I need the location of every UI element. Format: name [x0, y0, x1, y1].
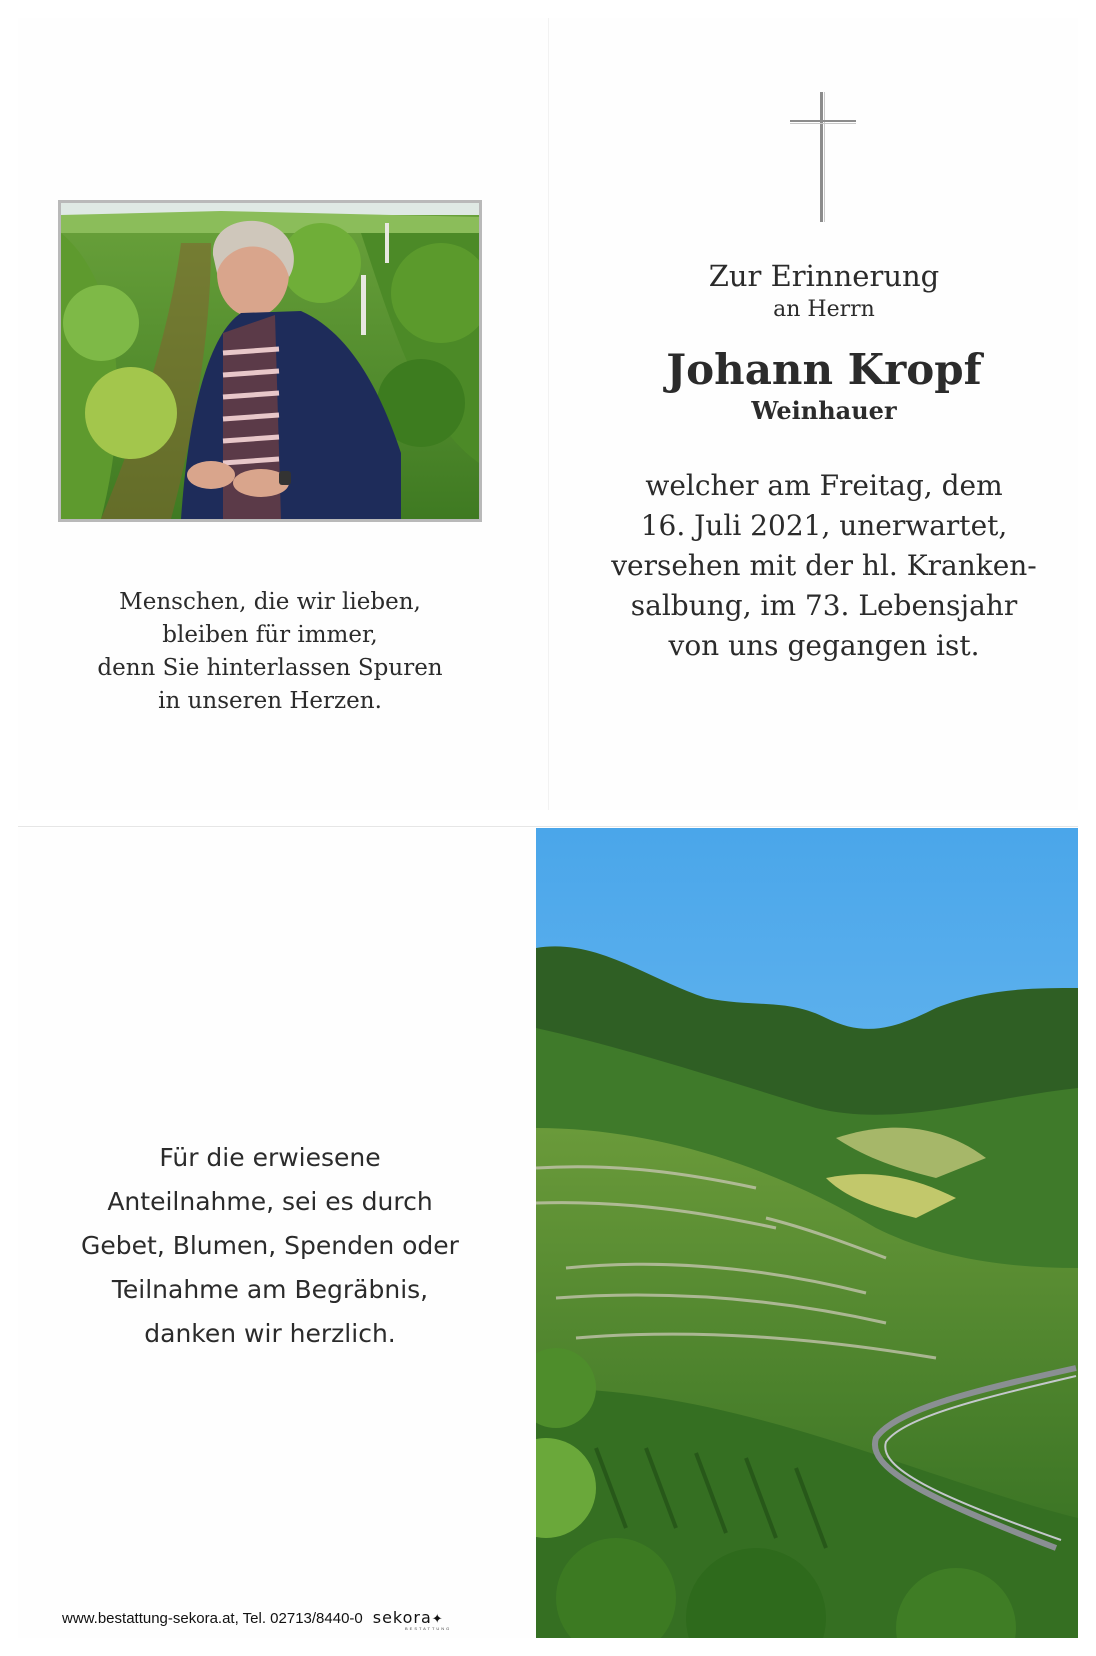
thanks-line: danken wir herzlich. [144, 1319, 396, 1348]
memoriam-text-line: versehen mit der hl. Kranken- [611, 549, 1037, 582]
thanks-line: Anteilnahme, sei es durch [107, 1187, 433, 1216]
poem-line: in unseren Herzen. [158, 688, 382, 714]
poem-line: Menschen, die wir lieben, [119, 589, 421, 615]
memoriam-text-line: welcher am Freitag, dem [645, 469, 1003, 502]
memoriam-text [600, 466, 1048, 666]
brand-logo: sekora [372, 1608, 432, 1627]
footer-contact: www.bestattung-sekora.at, Tel. 02713/8440-0 [62, 1610, 363, 1627]
deceased-name: Johann Kropf [666, 345, 982, 394]
thanks-line: Gebet, Blumen, Spenden oder [81, 1231, 459, 1260]
memoriam-text-line: von uns gegangen ist. [668, 629, 980, 662]
poem-line: bleiben für immer, [162, 622, 378, 648]
brand-subtitle: BESTATTUNG [405, 1626, 452, 1631]
bird-icon: ✦ [431, 1611, 443, 1626]
memoriam-text-line: salbung, im 73. Lebensjahr [630, 589, 1018, 622]
poem-line: denn Sie hinterlassen Spuren [97, 655, 443, 681]
memorial-poem [58, 586, 482, 718]
footer [62, 1608, 492, 1631]
memoriam-subtitle: an Herrn [773, 297, 875, 322]
memoriam-title: Zur Erinnerung [708, 259, 940, 293]
thanks-line: Teilnahme am Begräbnis, [111, 1275, 429, 1304]
thanks-line: Für die erwiesene [159, 1143, 381, 1172]
fold-line-vertical [548, 18, 549, 810]
portrait-photo [58, 200, 482, 522]
fold-line-horizontal [18, 826, 1078, 827]
cross-icon [790, 92, 856, 222]
vineyard-landscape-photo [536, 828, 1078, 1638]
thanks-text [58, 1136, 482, 1356]
memoriam-text-line: 16. Juli 2021, unerwartet, [640, 509, 1008, 542]
deceased-occupation: Weinhauer [751, 396, 897, 425]
memoriam-block [600, 258, 1048, 666]
